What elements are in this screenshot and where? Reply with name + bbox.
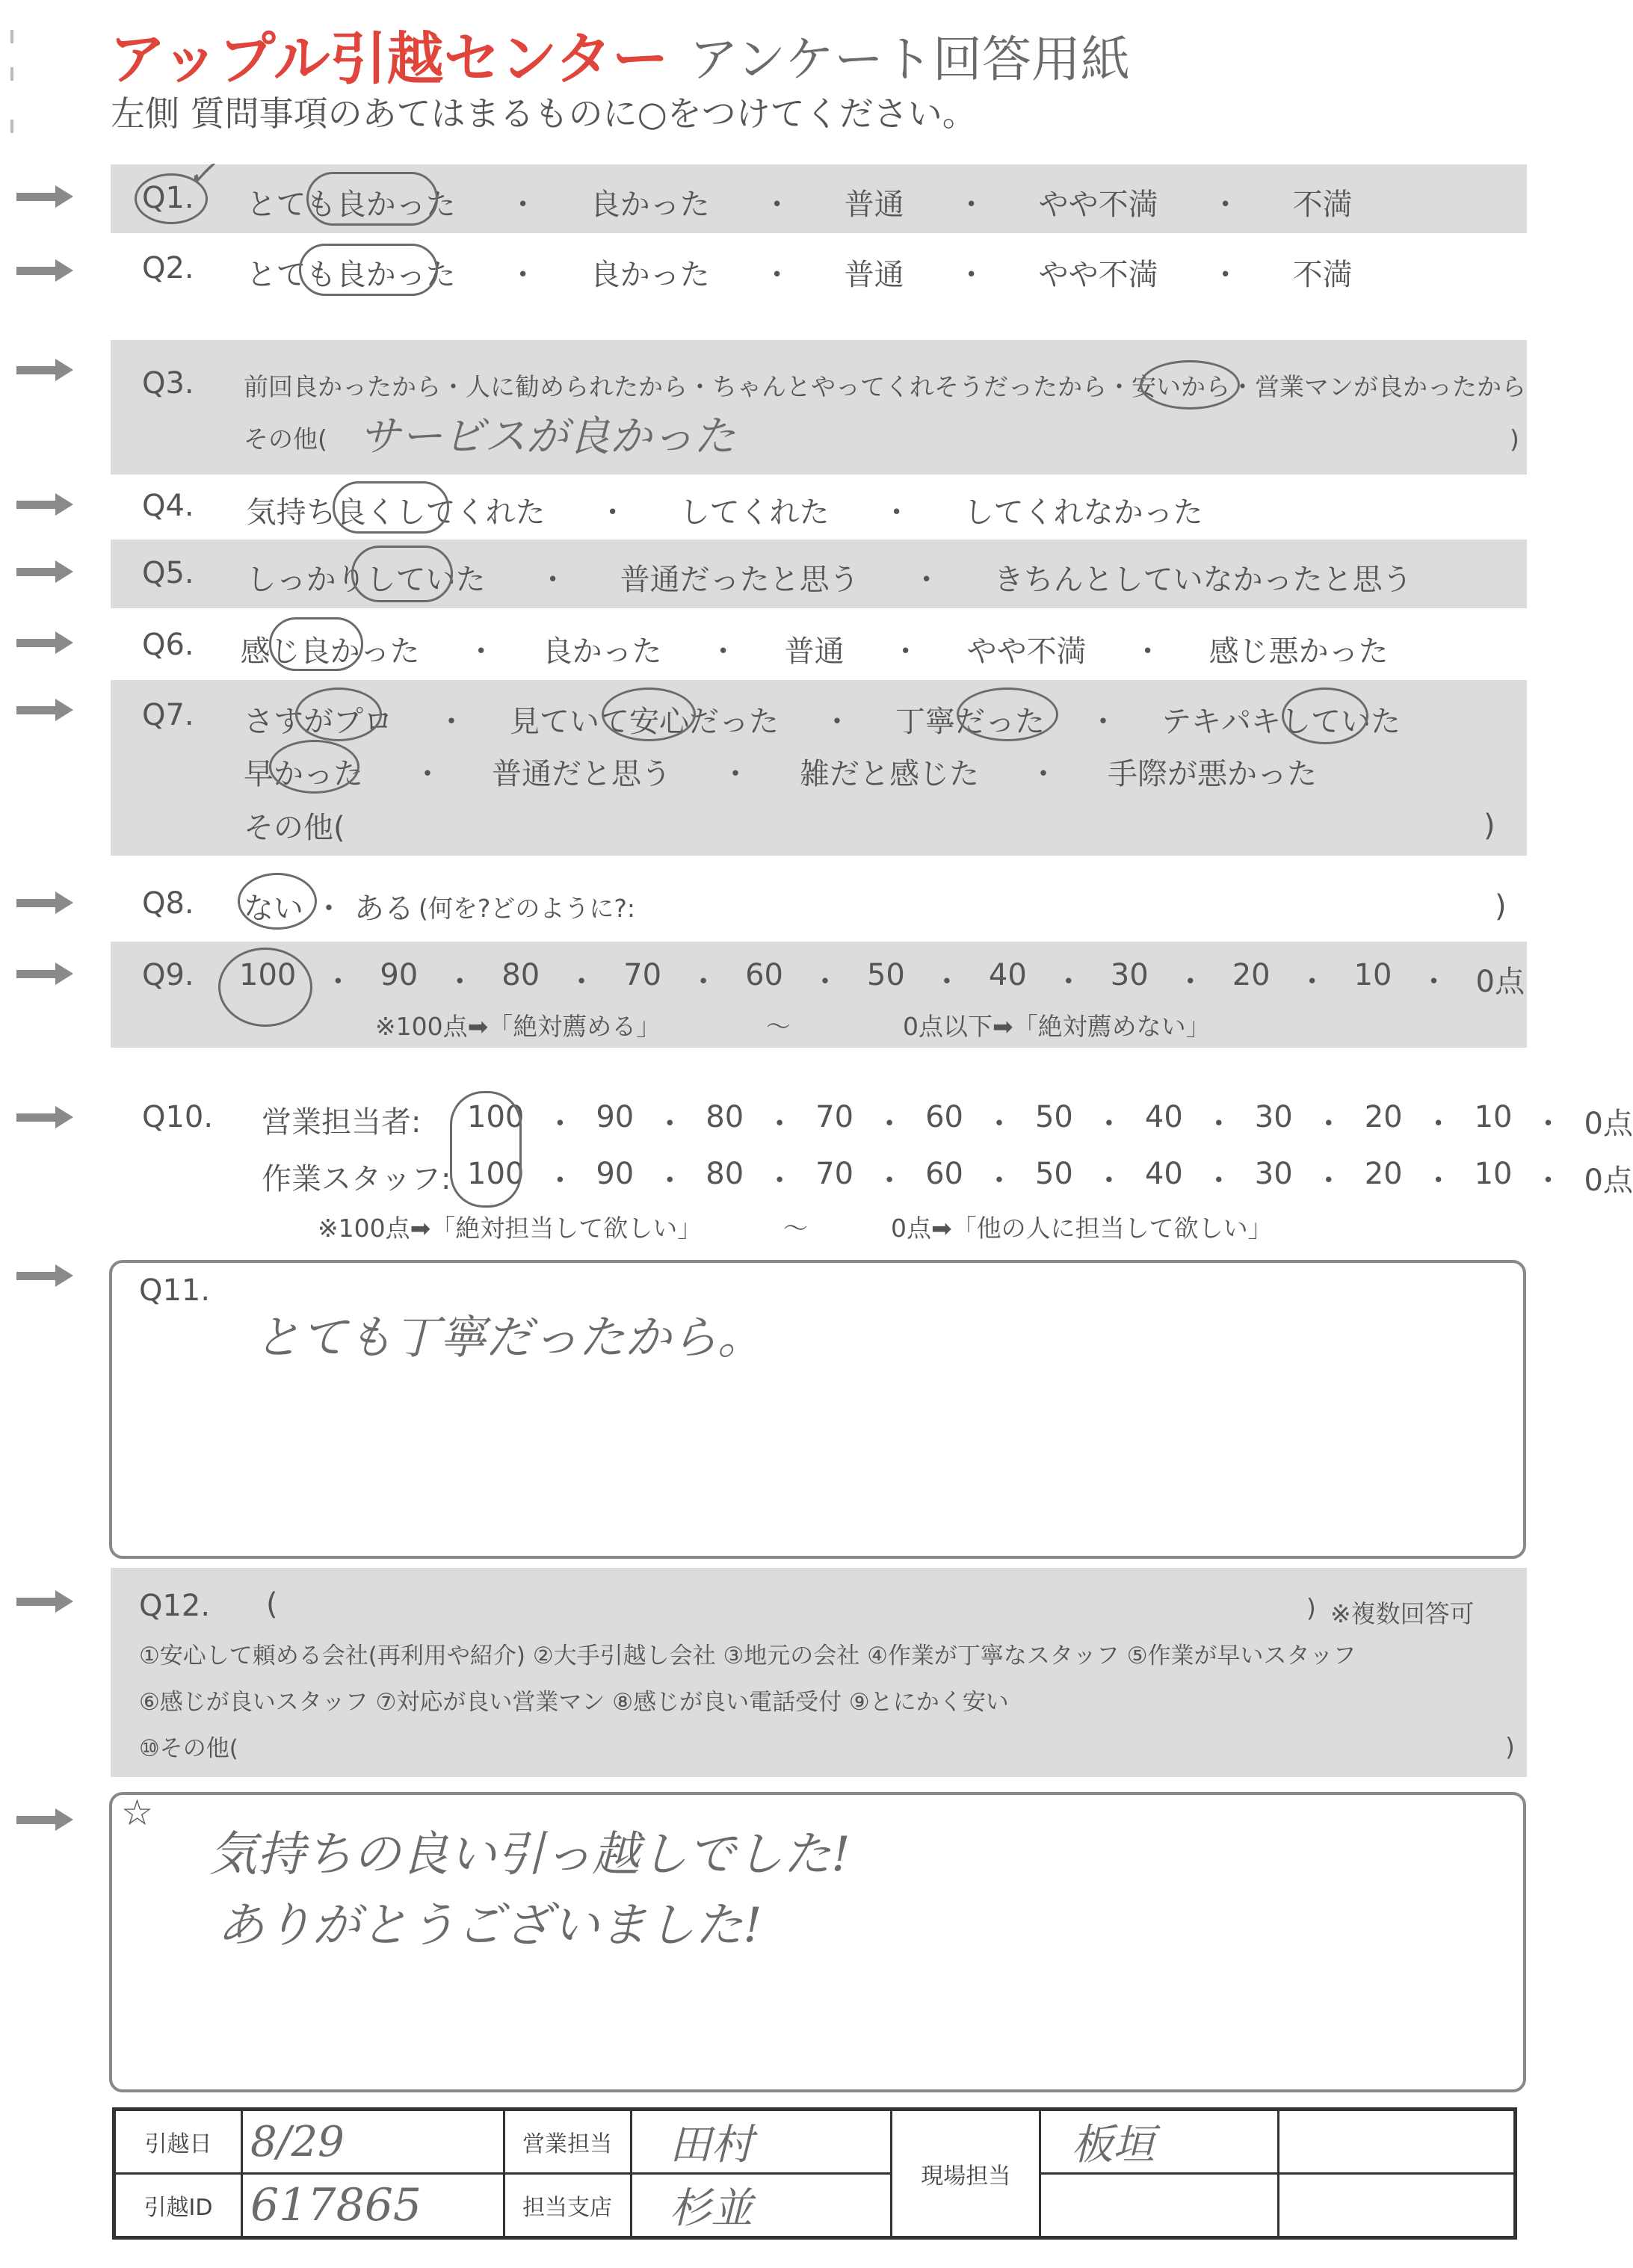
score[interactable]: 50 — [1034, 1157, 1073, 1191]
score[interactable]: 0点 — [1584, 1164, 1633, 1198]
separator: ・ — [1132, 634, 1163, 669]
separator: ・ — [537, 563, 568, 597]
answer-circle — [218, 948, 312, 1027]
q2-number: Q2. — [142, 251, 194, 285]
separator: ・ — [874, 1164, 905, 1198]
separator: ・ — [323, 965, 354, 999]
q5-number: Q5. — [142, 556, 194, 590]
move-id: 617865 — [250, 2179, 422, 2231]
q6-option[interactable]: 感じ悪かった — [1208, 634, 1389, 669]
q10-staff-label: 作業スタッフ: — [262, 1162, 451, 1196]
separator: ・ — [1297, 965, 1327, 999]
q7-row2 — [244, 750, 1317, 793]
separator: ・ — [413, 757, 442, 791]
separator: ・ — [1175, 965, 1206, 999]
arrow-icon — [16, 493, 75, 516]
answer-circle — [333, 481, 449, 534]
score[interactable]: 100 — [467, 1157, 525, 1191]
separator: ・ — [765, 1164, 795, 1198]
q9-number: Q9. — [142, 958, 194, 992]
arrow-icon — [16, 259, 75, 282]
separator: ・ — [1313, 1164, 1344, 1198]
separator: ・ — [1423, 1164, 1454, 1198]
site-name: 板垣 — [1071, 2121, 1155, 2169]
move-date-label: 引越日 — [114, 2110, 242, 2174]
score[interactable]: 10 — [1474, 1157, 1513, 1191]
q7-row1 — [244, 698, 1401, 741]
q4-number: Q4. — [142, 489, 194, 523]
arrow-icon — [16, 185, 75, 208]
score[interactable]: 10 — [1353, 958, 1392, 992]
form-title: アンケート回答用紙 — [689, 31, 1131, 88]
q8-option[interactable]: ない — [244, 892, 303, 926]
binder-mark — [10, 67, 13, 81]
q2-option[interactable]: とても良かった — [246, 258, 456, 292]
arrow-icon — [16, 1264, 75, 1287]
q12-other-close: ) — [1505, 1732, 1515, 1761]
separator: ・ — [655, 1164, 685, 1198]
answer-circle — [1282, 687, 1368, 744]
score[interactable]: 70 — [815, 1100, 854, 1134]
move-date-cell[interactable] — [242, 2110, 504, 2174]
arrow-icon — [16, 560, 75, 583]
separator: ・ — [1093, 1107, 1124, 1141]
q10-number: Q10. — [142, 1100, 214, 1134]
separator: ・ — [1533, 1107, 1563, 1141]
score[interactable]: 80 — [706, 1100, 744, 1134]
arrow-icon — [16, 699, 75, 721]
q5-option[interactable]: 普通だったと思う — [620, 563, 859, 597]
separator: ・ — [1423, 1107, 1454, 1141]
q8-detail: (何を?どのように?: — [419, 894, 636, 923]
q6-option[interactable]: 感じ良かった — [240, 634, 420, 669]
score[interactable]: 0点 — [1584, 1107, 1633, 1141]
q10-sales-scores — [467, 1100, 1633, 1143]
separator: ・ — [809, 965, 840, 999]
arrow-icon — [16, 1808, 75, 1831]
answer-circle — [269, 617, 363, 671]
q6-option[interactable]: 良かった — [542, 634, 662, 669]
q3-other-answer[interactable]: サービスが良かった — [359, 412, 735, 461]
arrow-icon — [16, 359, 75, 381]
q9-tilde: 〜 — [766, 1012, 791, 1041]
q7-option[interactable]: 丁寧だった — [895, 705, 1045, 739]
separator: ・ — [655, 1107, 685, 1141]
q4-row — [142, 489, 1203, 531]
separator: ・ — [762, 188, 792, 222]
site-label: 現場担当 — [892, 2110, 1040, 2238]
separator: ・ — [874, 1107, 905, 1141]
empty-cell[interactable] — [1279, 2174, 1516, 2238]
q9-scores — [239, 958, 1525, 1001]
q6-number: Q6. — [142, 628, 194, 662]
separator: ・ — [890, 634, 921, 669]
separator: ・ — [911, 563, 942, 597]
separator: ・ — [445, 965, 475, 999]
answer-circle — [602, 687, 696, 741]
separator: ・ — [762, 258, 792, 292]
q12-other-label[interactable]: ⑩その他( — [139, 1735, 238, 1762]
comment-line1[interactable]: 気持ちの良い引っ越しでした! — [209, 1827, 851, 1882]
separator: ・ — [720, 757, 750, 791]
separator: ・ — [822, 705, 852, 739]
check-mark: ✓ — [187, 153, 216, 194]
q8-close: ) — [1495, 889, 1507, 924]
separator: ・ — [1093, 1164, 1124, 1198]
site-cell[interactable] — [1040, 2110, 1279, 2174]
score[interactable]: 40 — [1144, 1100, 1183, 1134]
sales-cell[interactable] — [631, 2110, 892, 2174]
q1-option[interactable]: やや不満 — [1038, 188, 1158, 222]
q3-options[interactable]: 前回良かったから・人に勧められたから・ちゃんとやってくれそうだったから・安いから・営業マンが良かったから — [244, 372, 1526, 401]
score[interactable]: 30 — [1254, 1100, 1293, 1134]
separator: ・ — [984, 1164, 1014, 1198]
separator: ・ — [1203, 1107, 1234, 1141]
sales-name: 田村 — [669, 2121, 753, 2169]
arrow-icon — [16, 631, 75, 654]
q11-number: Q11. — [139, 1273, 211, 1308]
q10-sales-label: 営業担当者: — [262, 1105, 422, 1140]
arrow-icon — [16, 1106, 75, 1128]
q2-option[interactable]: やや不満 — [1038, 258, 1158, 292]
score[interactable]: 20 — [1232, 958, 1271, 992]
q12-number: Q12. — [139, 1589, 211, 1623]
q1-option[interactable]: 不満 — [1292, 188, 1353, 222]
separator: ・ — [688, 965, 719, 999]
q5-option[interactable]: きちんとしていなかったと思う — [993, 563, 1413, 597]
score[interactable]: 30 — [1110, 958, 1149, 992]
score[interactable]: 100 — [239, 958, 297, 992]
separator: ・ — [708, 634, 738, 669]
answer-circle — [269, 740, 359, 794]
q11-answer[interactable]: とても丁寧だったから。 — [254, 1310, 765, 1365]
q4-option[interactable]: 気持ち良くしてくれた — [246, 495, 546, 530]
q5-option[interactable]: しっかりしていた — [246, 563, 486, 597]
separator: ・ — [1210, 258, 1241, 292]
answer-circle — [450, 1091, 525, 1208]
score[interactable]: 70 — [815, 1157, 854, 1191]
answer-circle — [299, 244, 438, 296]
q12-close: ) — [1306, 1593, 1316, 1622]
q7-option[interactable]: 手際が悪かった — [1108, 757, 1317, 791]
q1-option[interactable]: 普通 — [844, 188, 904, 222]
arrow-icon — [16, 892, 75, 914]
score[interactable]: 60 — [745, 958, 783, 992]
arrow-icon — [16, 962, 75, 985]
score[interactable]: 40 — [1144, 1157, 1183, 1191]
q7-option[interactable]: テキパキしていた — [1161, 705, 1401, 739]
binder-mark — [10, 120, 13, 133]
score[interactable]: 100 — [467, 1100, 525, 1134]
separator: ・ — [1313, 1107, 1344, 1141]
move-id-label: 引越ID — [114, 2174, 242, 2238]
q7-other-label: その他( — [244, 811, 345, 845]
score[interactable]: 30 — [1254, 1157, 1293, 1191]
q3-number: Q3. — [142, 366, 194, 401]
brand-name: アップル引越センター — [109, 28, 669, 91]
answer-circle — [1140, 360, 1240, 410]
separator: ・ — [984, 1107, 1014, 1141]
separator: ・ — [1088, 705, 1118, 739]
answer-circle — [351, 546, 453, 602]
score[interactable]: 90 — [380, 958, 419, 992]
branch-cell[interactable] — [631, 2174, 892, 2238]
score[interactable]: 50 — [866, 958, 905, 992]
q6-option[interactable]: 普通 — [784, 634, 845, 669]
q1-option[interactable]: 良かった — [590, 188, 710, 222]
move-date: 8/29 — [250, 2117, 345, 2166]
score[interactable]: 90 — [596, 1157, 635, 1191]
answer-circle — [295, 687, 382, 741]
star-icon: ☆ — [121, 1792, 154, 1834]
empty-cell[interactable] — [1279, 2110, 1516, 2174]
q8-number: Q8. — [142, 886, 194, 921]
q2-option[interactable]: 普通 — [844, 258, 904, 292]
arrow-icon — [16, 1590, 75, 1613]
separator: ・ — [931, 965, 962, 999]
q12-multi-note: ※複数回答可 — [1330, 1599, 1475, 1628]
q9-note-right: 0点以下➡「絶対薦めない」 — [903, 1012, 1211, 1041]
branch-name: 杉並 — [669, 2184, 753, 2233]
q7-option[interactable]: 早かった — [244, 757, 363, 791]
q10-staff-scores — [467, 1157, 1633, 1199]
separator: ・ — [1203, 1164, 1234, 1198]
separator: ・ — [1533, 1164, 1563, 1198]
q12-open: ( — [266, 1587, 278, 1622]
separator: ・ — [597, 495, 628, 530]
q7-option[interactable]: 雑だと感じた — [800, 757, 979, 791]
q10-note-right: 0点➡「他の人に担当して欲しい」 — [891, 1214, 1273, 1243]
q3-close: ) — [1510, 424, 1519, 454]
separator: ・ — [567, 965, 597, 999]
q4-option[interactable]: してくれた — [679, 495, 830, 530]
q6-option[interactable]: やや不満 — [966, 634, 1087, 669]
answer-circle — [238, 873, 317, 930]
score[interactable]: 80 — [501, 958, 540, 992]
score[interactable]: 10 — [1474, 1100, 1513, 1134]
score[interactable]: 70 — [623, 958, 662, 992]
q2-option[interactable]: 良かった — [590, 258, 710, 292]
q7-option[interactable]: さすがプロ — [244, 705, 393, 739]
separator: ・ — [545, 1164, 575, 1198]
separator: ・ — [545, 1107, 575, 1141]
q8-option[interactable]: ある — [354, 892, 414, 926]
score[interactable]: 0点 — [1475, 965, 1525, 999]
q4-option[interactable]: してくれなかった — [963, 495, 1203, 530]
q5-row — [142, 556, 1413, 599]
comment-line2[interactable]: ありがとうございました! — [217, 1898, 762, 1953]
q12-options-line1[interactable]: ①安心して頼める会社(再利用や紹介) ②大手引越し会社 ③地元の会社 ④作業が丁寧なスタッフ ⑤作業が早いスタッフ — [139, 1643, 1356, 1669]
empty-cell[interactable] — [1040, 2174, 1279, 2238]
binder-mark — [10, 30, 13, 43]
score[interactable]: 50 — [1034, 1100, 1073, 1134]
score[interactable]: 60 — [925, 1100, 963, 1134]
separator: ・ — [1053, 965, 1084, 999]
instruction: 左側 質問事項のあてはまるものに○をつけてください。 — [111, 93, 977, 134]
separator: ・ — [956, 188, 987, 222]
q9-note-left: ※100点➡「絶対薦める」 — [375, 1012, 661, 1041]
separator: ・ — [507, 188, 538, 222]
q1-option[interactable]: とても良かった — [246, 188, 456, 222]
q10-note-left: ※100点➡「絶対担当して欲しい」 — [318, 1214, 703, 1243]
q7-option[interactable]: 見ていて安心だった — [510, 705, 779, 739]
score[interactable]: 20 — [1364, 1100, 1403, 1134]
separator: ・ — [1028, 757, 1058, 791]
answer-circle — [957, 687, 1058, 741]
score[interactable]: 60 — [925, 1157, 963, 1191]
q7-option[interactable]: 普通だと思う — [492, 757, 671, 791]
separator: ・ — [1419, 965, 1449, 999]
score[interactable]: 80 — [706, 1157, 744, 1191]
separator: ・ — [466, 634, 496, 669]
separator: ・ — [881, 495, 912, 530]
separator: ・ — [956, 258, 987, 292]
q2-option[interactable]: 不満 — [1292, 258, 1353, 292]
score[interactable]: 20 — [1364, 1157, 1403, 1191]
answer-circle — [306, 172, 438, 226]
separator: ・ — [765, 1107, 795, 1141]
separator: ・ — [507, 258, 538, 292]
staff-info-table — [112, 2107, 1517, 2240]
separator: ・ — [314, 892, 344, 926]
score[interactable]: 90 — [596, 1100, 635, 1134]
separator: ・ — [436, 705, 466, 739]
q7-number: Q7. — [142, 698, 194, 732]
q7-close: ) — [1484, 809, 1495, 843]
q1-number: Q1. — [142, 181, 194, 215]
q12-options-line2[interactable]: ⑥感じが良いスタッフ ⑦対応が良い営業マン ⑧感じが良い電話受付 ⑨とにかく安い — [139, 1689, 1009, 1716]
q10-tilde: 〜 — [783, 1214, 808, 1243]
sales-label: 営業担当 — [504, 2110, 631, 2174]
score[interactable]: 40 — [988, 958, 1027, 992]
branch-label: 担当支店 — [504, 2174, 631, 2238]
move-id-cell[interactable] — [242, 2174, 504, 2238]
separator: ・ — [1210, 188, 1241, 222]
q3-other-label: その他( — [244, 424, 327, 454]
